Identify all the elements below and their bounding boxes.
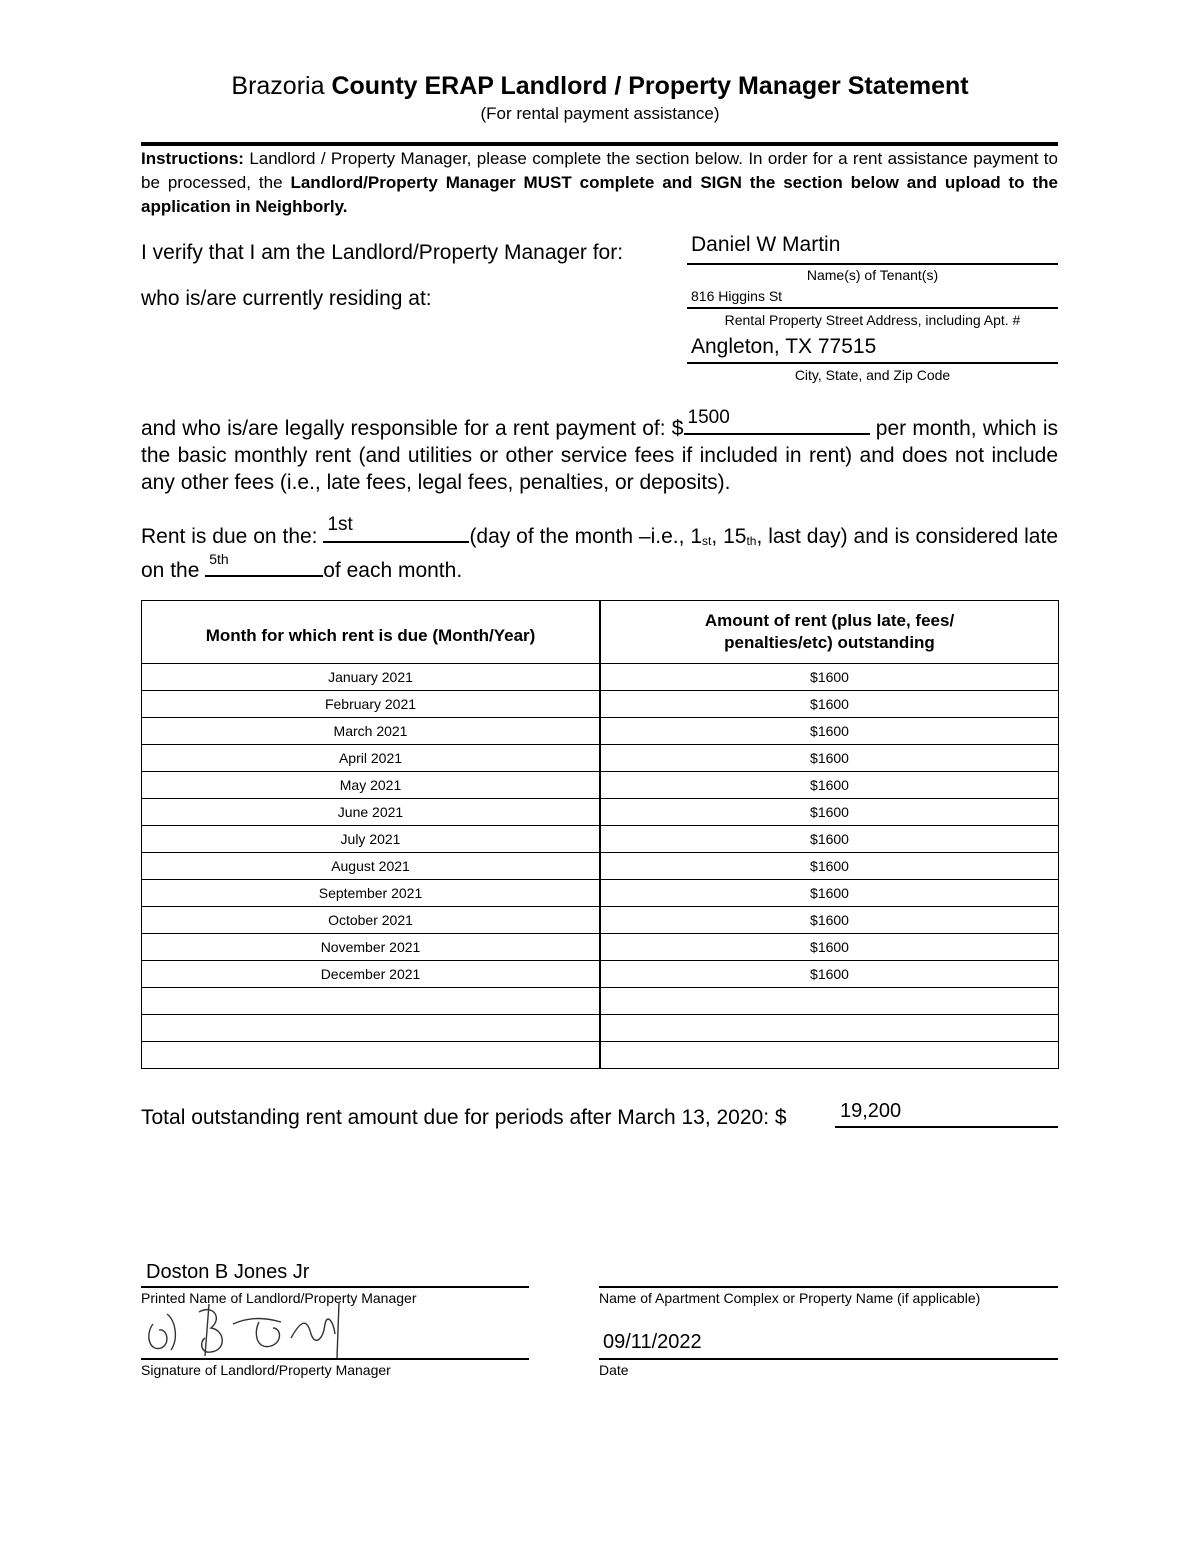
month-cell[interactable]: September 2021 xyxy=(142,880,601,907)
month-cell[interactable]: August 2021 xyxy=(142,853,601,880)
signature-caption: Signature of Landlord/Property Manager xyxy=(141,1362,391,1378)
verify-line-1: I verify that I am the Landlord/Property Manager for: xyxy=(141,241,624,264)
title-plain: Brazoria xyxy=(231,72,325,100)
city-state-zip-field[interactable]: Angleton, TX 77515 xyxy=(691,335,877,358)
rent-amount-field[interactable]: 1500 xyxy=(687,407,730,428)
landlord-signature[interactable] xyxy=(141,1294,361,1362)
due-day-blank[interactable] xyxy=(323,514,469,543)
printed-name-caption: Printed Name of Landlord/Property Manager xyxy=(141,1290,417,1306)
table-row xyxy=(142,799,1059,826)
due-day-field[interactable]: 1st xyxy=(327,514,353,535)
month-cell[interactable]: July 2021 xyxy=(142,826,601,853)
month-cell[interactable]: October 2021 xyxy=(142,907,601,934)
column-header-amount xyxy=(600,601,1059,664)
date-line xyxy=(599,1358,1058,1360)
column-header-amount-line-1: Amount of rent (plus late, fees/ xyxy=(704,611,955,630)
total-amount-line xyxy=(835,1126,1058,1128)
amount-cell[interactable]: $1600 xyxy=(600,907,1059,934)
month-cell[interactable]: June 2021 xyxy=(142,799,601,826)
amount-cell[interactable]: $1600 xyxy=(600,853,1059,880)
amount-cell[interactable]: $1600 xyxy=(600,799,1059,826)
table-row xyxy=(142,826,1059,853)
amount-cell[interactable]: $1600 xyxy=(600,826,1059,853)
due-sup-1: st xyxy=(702,534,712,548)
street-address-caption: Rental Property Street Address, including Apt. # xyxy=(724,312,1021,328)
month-cell[interactable] xyxy=(142,1015,601,1042)
table-row xyxy=(142,907,1059,934)
table-row xyxy=(142,880,1059,907)
table-row xyxy=(142,853,1059,880)
table-header-row xyxy=(142,601,1059,664)
street-address-field[interactable]: 816 Higgins St xyxy=(691,288,783,304)
amount-cell[interactable]: $1600 xyxy=(600,961,1059,988)
due-mid: (day of the month –i.e., 1 xyxy=(469,525,703,548)
due-paragraph xyxy=(141,514,1058,585)
amount-cell[interactable]: $1600 xyxy=(600,664,1059,691)
table-row xyxy=(142,718,1059,745)
month-cell[interactable]: December 2021 xyxy=(142,961,601,988)
table-row xyxy=(142,1042,1059,1069)
month-cell[interactable]: April 2021 xyxy=(142,745,601,772)
city-state-zip-line xyxy=(687,362,1058,364)
due-pre: Rent is due on the: xyxy=(141,525,318,548)
amount-cell[interactable]: $1600 xyxy=(600,934,1059,961)
table-row xyxy=(142,664,1059,691)
header-divider xyxy=(141,142,1058,146)
amount-cell[interactable] xyxy=(600,988,1059,1015)
due-mid-2: , 15 xyxy=(711,525,747,548)
table-row xyxy=(142,961,1059,988)
signature-scribble-icon xyxy=(141,1294,361,1362)
rent-table xyxy=(141,600,1059,1069)
instructions xyxy=(141,147,1058,219)
total-amount-field[interactable]: 19,200 xyxy=(840,1100,902,1122)
title-bold: County ERAP Landlord / Property Manager Statement xyxy=(331,72,969,100)
amount-cell[interactable]: $1600 xyxy=(600,880,1059,907)
column-header-amount-line-2: penalties/etc) outstanding xyxy=(724,633,935,652)
month-cell[interactable]: November 2021 xyxy=(142,934,601,961)
due-sup-2: th xyxy=(746,534,757,548)
month-cell[interactable] xyxy=(142,988,601,1015)
rent-amount-blank[interactable] xyxy=(684,407,870,435)
rent-post: per month, which is the basic monthly rent (and utilities or other service fees if included in rent) and does not include any other fees (i.e., late fees, legal fees, penalties, or deposits). xyxy=(141,417,1058,494)
total-label: Total outstanding rent amount due for periods after March 13, 2020: $ xyxy=(141,1106,787,1129)
page-subtitle: (For rental payment assistance) xyxy=(480,104,720,123)
column-header-month: Month for which rent is due (Month/Year) xyxy=(142,601,601,664)
month-cell[interactable]: January 2021 xyxy=(142,664,601,691)
rent-paragraph xyxy=(141,407,1058,496)
street-address-line xyxy=(687,307,1058,309)
date-field[interactable]: 09/11/2022 xyxy=(603,1331,702,1353)
table-row xyxy=(142,745,1059,772)
tenant-name-line xyxy=(687,263,1058,265)
property-name-line xyxy=(599,1286,1058,1288)
amount-cell[interactable]: $1600 xyxy=(600,772,1059,799)
month-cell[interactable] xyxy=(142,1042,601,1069)
month-cell[interactable]: May 2021 xyxy=(142,772,601,799)
property-name-caption: Name of Apartment Complex or Property Name (if applicable) xyxy=(599,1290,981,1306)
table-row xyxy=(142,691,1059,718)
month-cell[interactable]: February 2021 xyxy=(142,691,601,718)
page-title xyxy=(0,72,1200,101)
amount-cell[interactable]: $1600 xyxy=(600,745,1059,772)
due-post: of each month. xyxy=(323,559,463,582)
due-mid-3: , last day) and is considered late on the xyxy=(141,525,1058,582)
amount-cell[interactable]: $1600 xyxy=(600,691,1059,718)
month-cell[interactable]: March 2021 xyxy=(142,718,601,745)
instructions-label: Instructions: xyxy=(141,149,244,168)
table-row xyxy=(142,772,1059,799)
printed-name-field[interactable]: Doston B Jones Jr xyxy=(146,1261,310,1283)
signature-line xyxy=(141,1358,529,1360)
instructions-text: Landlord / Property Manager, please complete the section below. In order for a rent assistance payment to be processed, the xyxy=(141,149,1058,192)
amount-cell[interactable] xyxy=(600,1042,1059,1069)
tenant-name-caption: Name(s) of Tenant(s) xyxy=(806,267,939,283)
instructions-bold-text: Landlord/Property Manager MUST complete and SIGN the section below and upload to the application in Neighborly. xyxy=(141,173,1058,216)
amount-cell[interactable] xyxy=(600,1015,1059,1042)
table-row xyxy=(142,1015,1059,1042)
late-day-field[interactable]: 5th xyxy=(209,551,229,567)
rent-pre: and who is/are legally responsible for a rent payment of: $ xyxy=(141,417,684,440)
table-row xyxy=(142,934,1059,961)
table-row xyxy=(142,988,1059,1015)
tenant-name-field[interactable]: Daniel W Martin xyxy=(691,233,841,256)
city-state-zip-caption: City, State, and Zip Code xyxy=(794,367,951,383)
printed-name-line xyxy=(141,1286,529,1288)
amount-cell[interactable]: $1600 xyxy=(600,718,1059,745)
date-caption: Date xyxy=(599,1362,629,1378)
verify-line-2: who is/are currently residing at: xyxy=(141,287,432,310)
late-day-blank[interactable] xyxy=(205,551,323,577)
